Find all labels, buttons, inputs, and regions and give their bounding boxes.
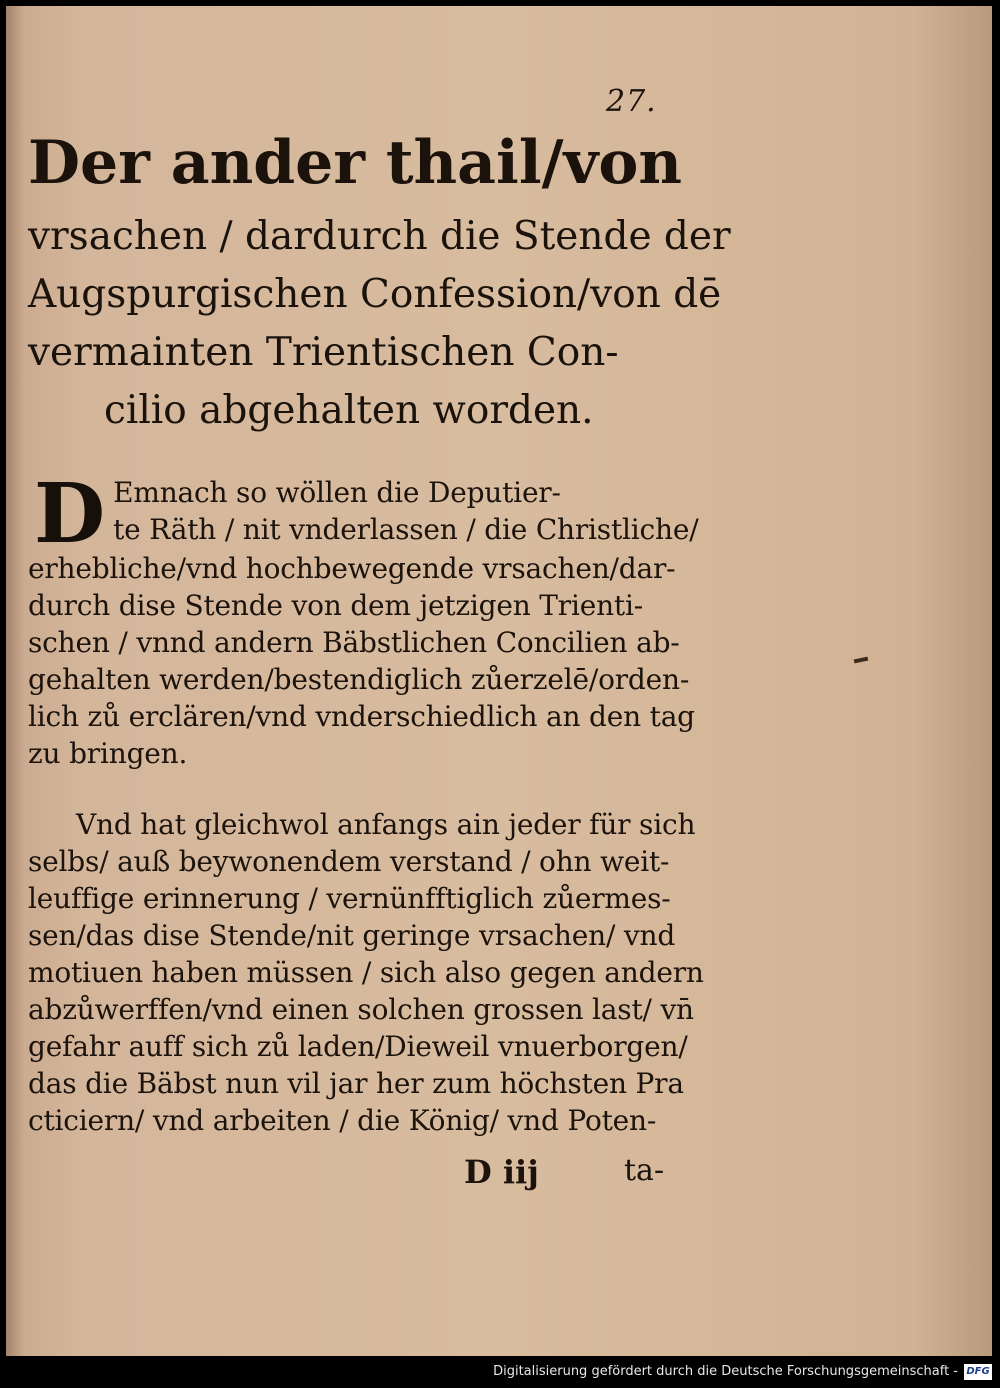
catchword: ta- <box>624 1153 665 1188</box>
heading-line-4: vermainten Trientischen Con- <box>28 330 619 375</box>
text-line: zu bringen. <box>28 737 188 770</box>
text-line: te Räth / nit vnderlassen / die Christliche/ <box>113 513 699 546</box>
text-line: gefahr auff sich zů laden/Dieweil vnuerborgen/ <box>28 1030 688 1063</box>
text-line: schen / vnnd andern Bäbstlichen Concilien ab- <box>28 626 680 659</box>
paragraph-1 <box>28 466 708 772</box>
text-line: das die Bäbst nun vil jar her zum höchsten Pra <box>28 1067 684 1100</box>
text-line: motiuen haben müssen / sich also gegen andern <box>28 956 704 989</box>
text-line: Vnd hat gleichwol anfangs ain jeder für sich <box>76 808 696 841</box>
book-page <box>6 6 992 1356</box>
chapter-heading <box>28 118 731 440</box>
ink-mark <box>854 657 869 664</box>
text-line: Emnach so wöllen die Deputier- <box>113 476 561 509</box>
text-line: lich zů erclären/vnd vnderschiedlich an den tag <box>28 700 695 733</box>
text-line: erhebliche/vnd hochbewegende vrsachen/dar- <box>28 552 676 585</box>
text-line: selbs/ auß beywonendem verstand / ohn weit- <box>28 845 670 878</box>
heading-line-1: Der ander thail/von <box>28 128 683 198</box>
heading-line-2: vrsachen / dardurch die Stende der <box>28 214 731 259</box>
text-line: gehalten werden/bestendiglich zůerzelē/orden- <box>28 663 690 696</box>
page-number: 27. <box>606 84 657 119</box>
funding-credit: Digitalisierung gefördert durch die Deutsche Forschungsgemeinschaft - <box>493 1364 958 1379</box>
heading-line-3: Augspurgischen Confession/von dē <box>28 272 722 317</box>
signature-mark: D iij <box>464 1153 539 1191</box>
text-line: cticiern/ vnd arbeiten / die König/ vnd Poten- <box>28 1104 657 1137</box>
dfg-logo-icon: DFG <box>964 1364 992 1380</box>
text-line: sen/das dise Stende/nit geringe vrsachen/ vnd <box>28 919 676 952</box>
drop-cap: D <box>34 466 106 562</box>
text-line: leuffige erinnerung / vernünfftiglich zůermes- <box>28 882 671 915</box>
heading-line-5: cilio abgehalten worden. <box>104 388 594 433</box>
footer-bar <box>0 1356 1000 1388</box>
paragraph-2 <box>28 806 708 1139</box>
text-line: abzůwerffen/vnd einen solchen grossen last/ vn̄ <box>28 993 694 1026</box>
text-line: durch dise Stende von dem jetzigen Trienti- <box>28 589 643 622</box>
